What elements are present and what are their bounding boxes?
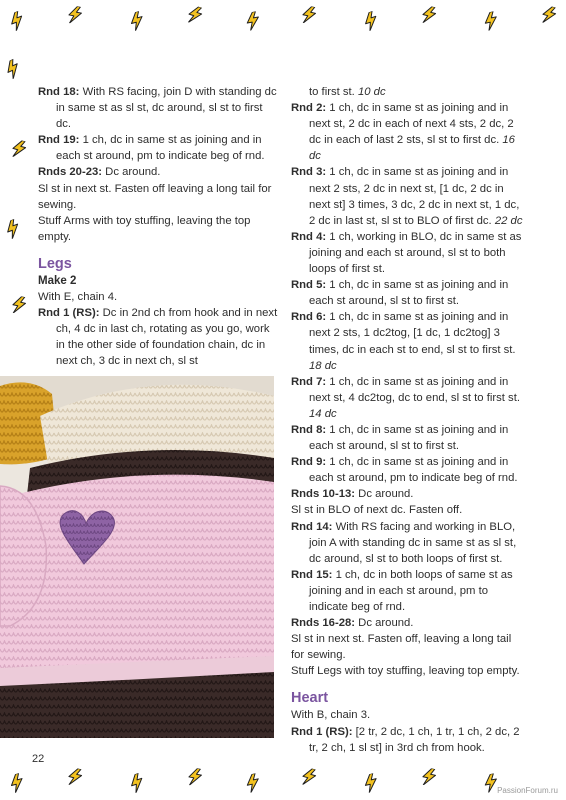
instruction-fasten-off: Sl st in next st. Fasten off leaving a long tail for sewing.	[38, 182, 272, 211]
instruction-item: Stuff Legs with toy stuffing, leaving top empty.	[291, 665, 520, 678]
heart-rnd-1: Rnd 1 (RS): [2 tr, 2 dc, 1 ch, 1 tr, 1 ch, 2 dc, 2 tr, 2 ch, 1 sl st] in 3rd ch from hook.	[291, 725, 520, 754]
left-column	[38, 84, 280, 369]
instruction-item: Rnd 14: With RS facing and working in BLO, join A with standing dc in same st as sl st, dc around, sl st to both loops of first st.	[291, 520, 517, 565]
instruction-item: Rnd 7: 1 ch, dc in same st as joining and in next st, 4 dc2tog, dc to end, sl st to first st. 14 dc	[291, 375, 520, 420]
lightning-bolt-icon	[64, 766, 86, 788]
right-column	[291, 84, 527, 756]
instruction-rnd-19: Rnd 19: 1 ch, dc in same st as joining and in each st around, pm to indicate beg of rnd.	[38, 134, 265, 163]
instruction-item: Rnd 15: 1 ch, dc in both loops of same st as joining and in each st around, pm to indicate beg of rnd.	[291, 568, 513, 613]
lightning-bolt-icon	[242, 772, 263, 793]
section-subtitle-legs: Make 2	[38, 274, 77, 287]
page-number: 22	[32, 753, 45, 765]
lightning-bolt-icon	[185, 767, 206, 788]
instruction-item: Sl st in BLO of next dc. Fasten off.	[291, 504, 463, 517]
lightning-bolt-icon	[126, 10, 148, 32]
crochet-toy-photo	[0, 376, 274, 738]
instruction-item: Rnd 8: 1 ch, dc in same st as joining and in each st around, sl st to first st.	[291, 423, 509, 453]
lightning-bolt-icon	[418, 4, 440, 26]
section-title-legs: Legs	[38, 255, 72, 272]
lightning-bolt-icon	[298, 4, 319, 25]
legs-rnd-1-continued: to first st. 10 dc	[309, 86, 386, 98]
lightning-bolt-icon	[6, 772, 28, 794]
instruction-item: Rnd 6: 1 ch, dc in same st as joining and in next 2 sts, 1 dc2tog, [1 dc, 1 dc2tog] 3 times, dc in each st to end, sl st to first st. 18 dc	[291, 311, 516, 372]
lightning-bolt-icon	[126, 772, 149, 795]
instruction-item: Rnd 4: 1 ch, working in BLO, dc in same st as joining and each st around, sl st to both loops of first st.	[291, 230, 522, 276]
heart-intro: With B, chain 3.	[291, 709, 371, 722]
legs-rnd-1: Rnd 1 (RS): Dc in 2nd ch from hook and in next ch, 4 dc in last ch, rotating as you go, work in the other side of foundation chain, dc in next ch, 3 dc in next ch, sl st	[38, 307, 278, 368]
lightning-bolt-icon	[1, 57, 25, 81]
instruction-rnds-20-23: Rnds 20-23: Dc around.	[38, 166, 161, 179]
instruction-item: Rnds 10-13: Dc around.	[291, 488, 414, 501]
instruction-item: Rnd 5: 1 ch, dc in same st as joining and in each st around, sl st to first st.	[291, 279, 509, 308]
lightning-bolt-icon	[298, 766, 320, 788]
lightning-bolt-icon	[243, 11, 264, 32]
instruction-rnd-18: Rnd 18: With RS facing, join D with standing dc in same st as sl st, dc around, sl st to first dc.	[38, 86, 277, 131]
instruction-item: Rnd 3: 1 ch, dc in same st as joining and in next 2 sts, 2 dc in next st, [1 dc, 2 dc in next st] 3 times, 3 dc, 2 dc in next st, 1 dc, 2 dc in last st, sl st to BLO of first dc. 22 dc	[291, 166, 523, 227]
instruction-stuff-arms: Stuff Arms with toy stuffing, leaving the top empty.	[38, 214, 251, 243]
lightning-bolt-icon	[5, 9, 28, 32]
lightning-bolt-icon	[360, 10, 383, 33]
instruction-item: Rnds 16-28: Dc around.	[291, 617, 414, 630]
lightning-bolt-icon	[8, 138, 30, 160]
instruction-item: Sl st in next st. Fasten off, leaving a long tail for sewing.	[291, 633, 512, 662]
lightning-bolt-icon	[1, 217, 24, 240]
legs-intro: With E, chain 4.	[38, 290, 118, 303]
instruction-item: Rnd 9: 1 ch, dc in same st as joining and in each st around, pm to indicate beg of rnd.	[291, 456, 518, 485]
section-title-heart: Heart	[291, 690, 329, 707]
lightning-bolt-icon	[480, 10, 501, 31]
instruction-item: Rnd 2: 1 ch, dc in same st as joining and in next st, 2 dc in each of next 4 sts, 2 dc, 2 dc in each of last 2 sts, sl st to first dc. 16 dc	[291, 102, 515, 163]
watermark: PassionForum.ru	[497, 786, 558, 795]
lightning-bolt-icon	[184, 4, 207, 27]
lightning-bolt-icon	[8, 294, 29, 315]
lightning-bolt-icon	[538, 4, 560, 26]
lightning-bolt-icon	[65, 5, 86, 26]
lightning-bolt-icon	[360, 772, 382, 794]
lightning-bolt-icon	[418, 766, 439, 787]
